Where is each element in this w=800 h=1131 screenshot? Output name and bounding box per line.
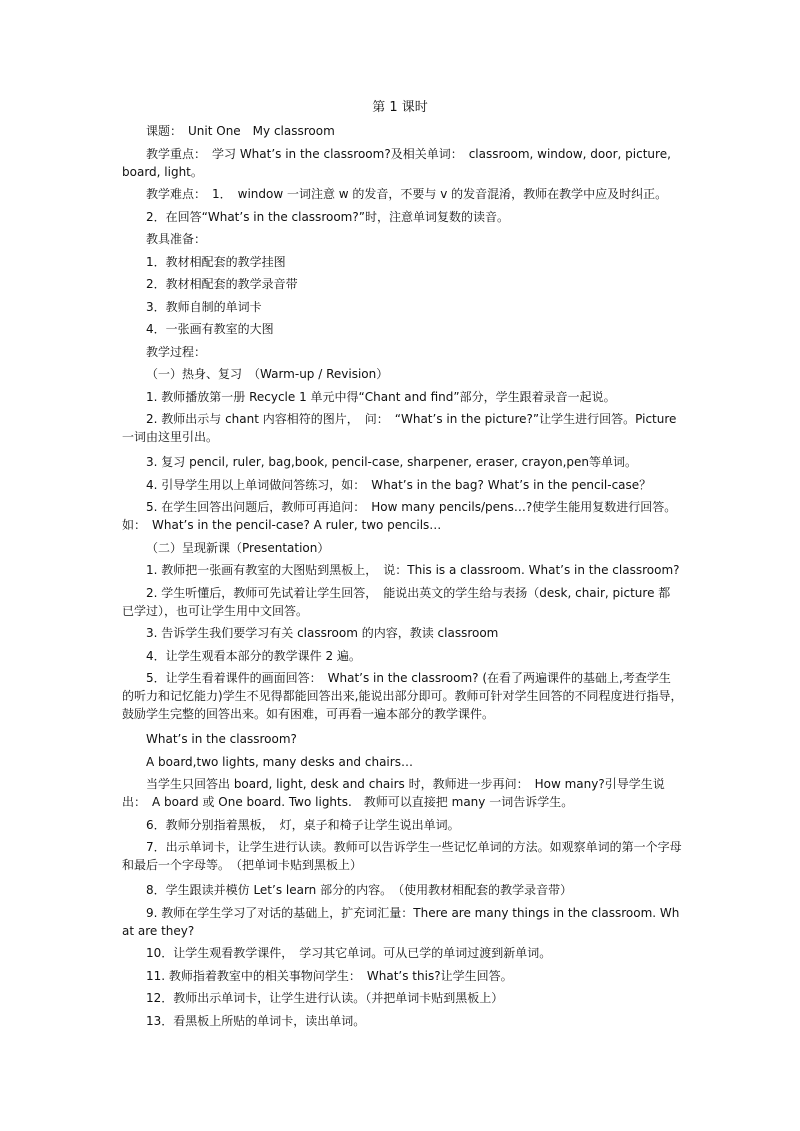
procedure-step: 3. 告诉学生我们要学习有关 classroom 的内容，教读 classroom (146, 626, 499, 640)
lesson-topic: 课题： Unit One My classroom (146, 124, 335, 138)
procedure-step: 8．学生跟读并模仿 Let’s learn 部分的内容。 （使用教材相配套的教学录音带） (146, 883, 573, 897)
lesson-body (122, 122, 689, 1034)
example-question: What’s in the classroom? (146, 732, 297, 746)
procedure-step: 1. 教师把一张画有教室的大图贴到黑板上， 说：This is a classroom. What’s in the classroom? (146, 563, 680, 577)
procedure-step: 2. 教师出示与 chant 内容相符的图片， 问： “What’s in the picture?”让学生进行回答。Picture 一词由这里引出。 (122, 412, 677, 444)
difficult-point-1: 教学难点： 1． window 一词注意 w 的发音，不要与 v 的发音混淆，教师在教学中应及时纠正。 (146, 187, 668, 201)
procedure-step: 1. 教师播放第一册 Recycle 1 单元中得“Chant and find”部分，学生跟着录音一起说。 (146, 389, 616, 404)
procedure-step: 13．看黑板上所贴的单词卡，读出单词。 (146, 1013, 366, 1028)
teaching-aid-item: 2．教材相配套的教学录音带 (146, 277, 298, 291)
procedure-step: 6．教师分别指着黑板， 灯，桌子和椅子让学生说出单词。 (146, 817, 460, 832)
procedure-step: 10．让学生观看教学课件， 学习其它单词。可从已学的单词过渡到新单词。 (146, 946, 552, 960)
procedure-step: 2. 学生听懂后，教师可先试着让学生回答， 能说出英文的学生给与表扬（desk, chair, picture 都已学过），也可让学生用中文回答。 (122, 585, 671, 618)
teaching-aid-item: 1．教材相配套的教学挂图 (146, 254, 286, 269)
teaching-aids-heading: 教具准备： (146, 232, 207, 246)
procedure-step: 3. 复习 pencil, ruler, bag,book, pencil-case, sharpener, eraser, crayon,pen等单词。 (146, 455, 638, 469)
procedure-step: 12．教师出示单词卡，让学生进行认读。（并把单词卡贴到黑板上） (146, 991, 504, 1005)
section-warmup-heading: （一）热身、复习 （Warm-up / Revision） (146, 367, 389, 381)
procedure-step: 9. 教师在学生学习了对话的基础上，扩充词汇量：There are many things in the classroom. What are they? (122, 905, 680, 938)
procedure-heading: 教学过程： (146, 344, 207, 359)
procedure-step: 11. 教师指着教室中的相关事物问学生： What’s this?让学生回答。 (146, 968, 513, 983)
teaching-aid-item: 3．教师自制的单词卡 (146, 299, 262, 314)
procedure-step: 4. 引导学生用以上单词做问答练习，如： What’s in the bag? What’s in the pencil-case？ (146, 477, 652, 492)
procedure-step: 5. 在学生回答出问题后，教师可再追问： How many pencils/pens…?使学生能用复数进行回答。如： What’s in the pencil-case? A ruler, two pencils… (122, 500, 677, 532)
example-answer: A board,two lights, many desks and chairs… (146, 754, 413, 769)
difficult-point-2: 2．在回答“What’s in the classroom?”时，注意单词复数的读音。 (146, 209, 509, 224)
procedure-note: 当学生只回答出 board, light, desk and chairs 时，教师进一步再问： How many?引导学生说出： A board 或 One board. Two lights. 教师可以直接把 many 一词告诉学生。 (122, 777, 665, 809)
procedure-step: 5．让学生看着课件的画面回答： What’s in the classroom? (在看了两遍课件的基础上,考查学生的听力和记忆能力)学生不见得都能回答出来,能说出部分即可。教师可针对学生回答的不同程度进行指导， 鼓励学生完整的回答出来。如有困难，可再看一遍本部分的教学课件。 (122, 671, 689, 721)
teaching-aid-item: 4．一张画有教室的大图 (146, 322, 274, 336)
procedure-step: 4．让学生观看本部分的教学课件 2 遍。 (146, 648, 361, 663)
section-presentation-heading: （二）呈现新课（Presentation） (146, 540, 330, 555)
lesson-title: 第 1 课时 (372, 100, 428, 115)
procedure-step: 7．出示单词卡，让学生进行认读。教师可以告诉学生一些记忆单词的方法。如观察单词的第一个字母和最后一个字母等。 （把单词卡贴到黑板上） (122, 840, 682, 872)
key-points: 教学重点： 学习 What’s in the classroom?及相关单词： classroom, window, door, picture, board, light。 (122, 146, 671, 179)
